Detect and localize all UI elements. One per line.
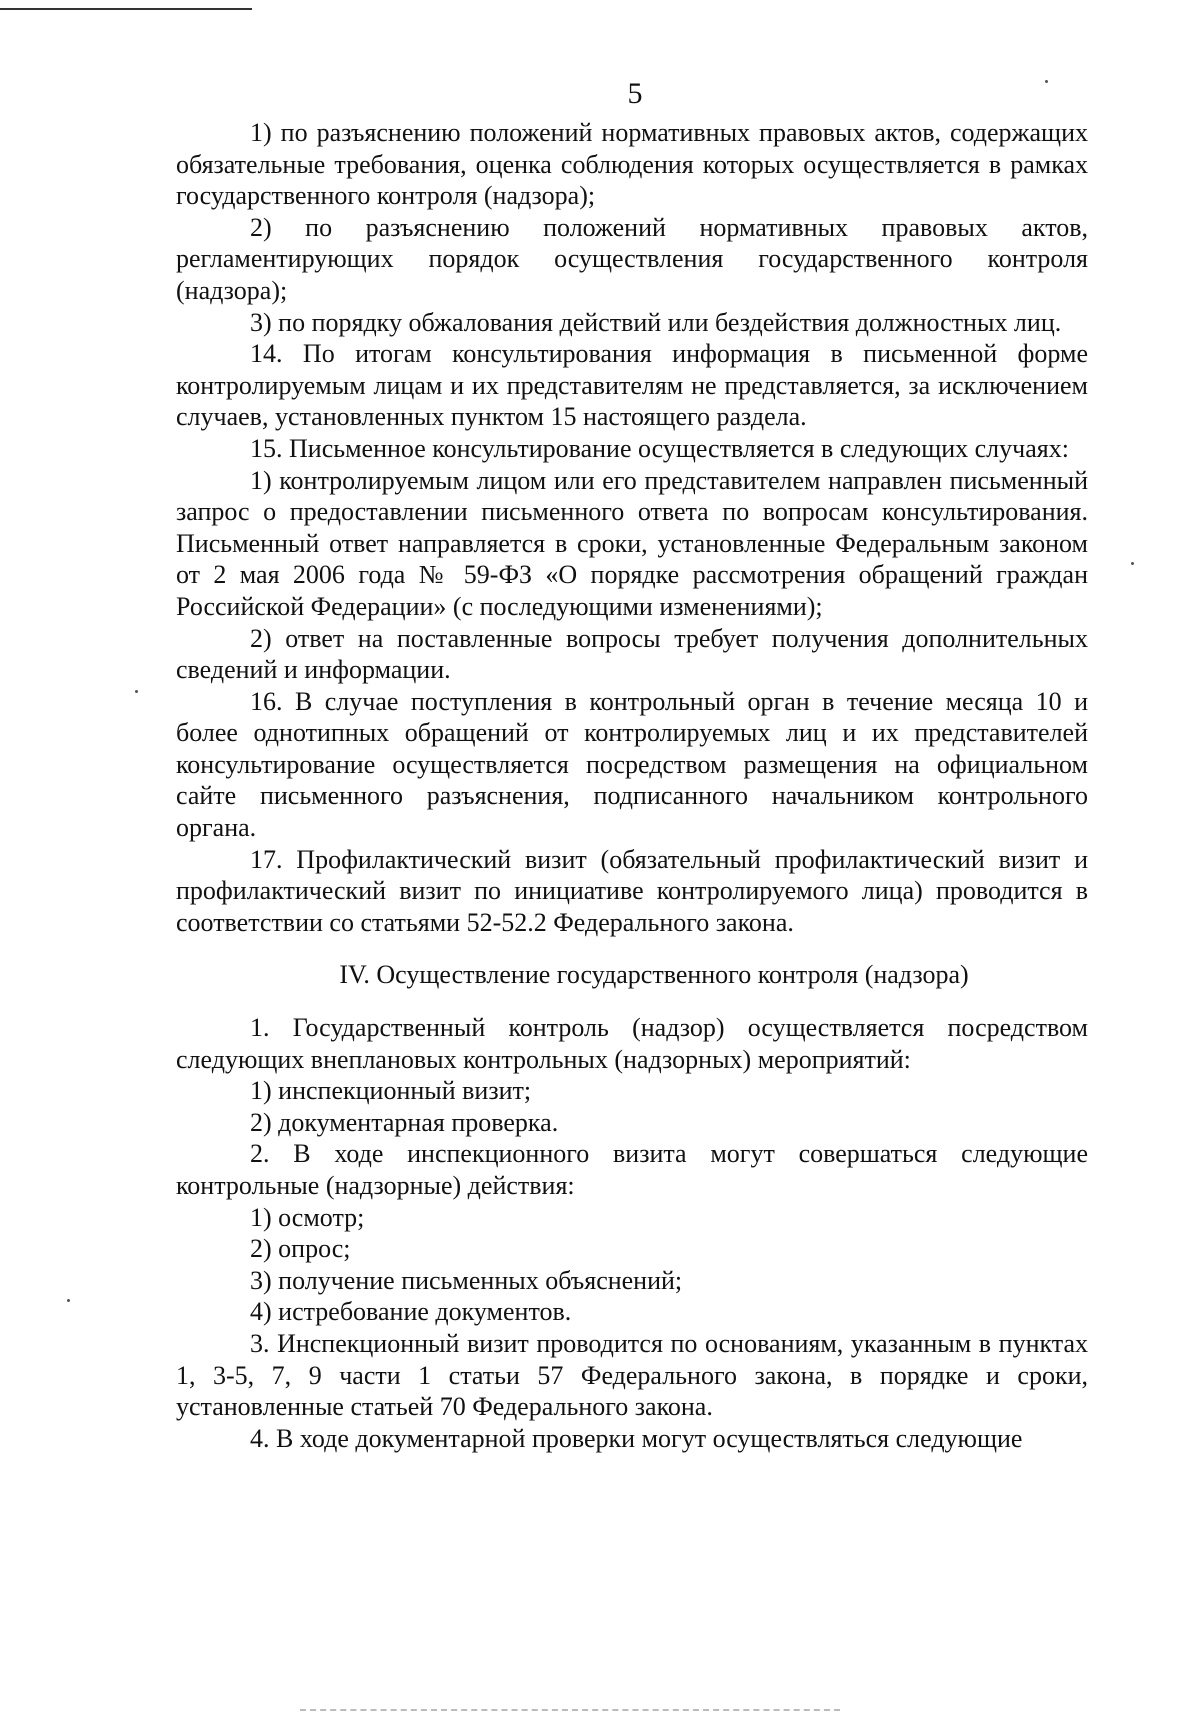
scan-speck bbox=[135, 690, 138, 693]
scan-bottom-rule bbox=[300, 1709, 840, 1711]
document-body bbox=[176, 117, 1088, 1454]
paragraph: 3) по порядку обжалования действий или бездействия должностных лиц. bbox=[250, 307, 1062, 337]
paragraph: 1) контролируемым лицом или его представителем направлен письменный запрос о предоставлении письменного ответа по вопросам консультирования. Письменный ответ направляется в сроки, установленные Федеральным законом от 2 мая 2006 года № 59-ФЗ «О порядке рассмотрения обращений граждан Российской Федерации» (с последующими изменениями); bbox=[176, 465, 1088, 621]
paragraph: 2) документарная проверка. bbox=[250, 1107, 559, 1137]
paragraph: 3) получение письменных объяснений; bbox=[250, 1265, 683, 1295]
section-heading: IV. Осуществление государственного контроля (надзора) bbox=[339, 960, 969, 990]
paragraph: 1) инспекционный визит; bbox=[250, 1076, 532, 1106]
paragraph: 2. В ходе инспекционного визита могут совершаться следующие контрольные (надзорные) действия: bbox=[176, 1139, 1088, 1200]
paragraph: 1. Государственный контроль (надзор) осуществляется посредством следующих внеплановых контрольных (надзорных) мероприятий: bbox=[176, 1013, 1088, 1074]
paragraph: 2) ответ на поставленные вопросы требует получения дополнительных сведений и информации. bbox=[176, 623, 1088, 685]
paragraph: 4. В ходе документарной проверки могут осуществляться следующие bbox=[250, 1423, 1023, 1453]
paragraph: 2) по разъяснению положений нормативных правовых актов, регламентирующих порядок осуществления государственного контроля (надзора); bbox=[176, 212, 1088, 305]
scan-speck bbox=[67, 1299, 70, 1302]
paragraph: 1) по разъяснению положений нормативных правовых актов, содержащих обязательные требования, оценка соблюдения которых осуществляется в рамках государственного контроля (надзора); bbox=[176, 118, 1088, 211]
paragraph: 17. Профилактический визит (обязательный профилактический визит и профилактический визит по инициативе контролируемого лица) проводится в соответствии со статьями 52-52.2 Федерального закона. bbox=[176, 844, 1088, 937]
scan-top-rule bbox=[0, 8, 252, 10]
paragraph: 15. Письменное консультирование осуществляется в следующих случаях: bbox=[250, 433, 1069, 463]
paragraph: 16. В случае поступления в контрольный орган в течение месяца 10 и более однотипных обращений от контролируемых лиц и их представителей консультирование осуществляется посредством размещения на официальном сайте письменного разъяснения, подписанного начальником контрольного органа. bbox=[176, 686, 1088, 843]
paragraph: 14. По итогам консультирования информация в письменной форме контролируемым лицам и их представителям не представляется, за исключением случаев, установленных пунктом 15 настоящего раздела. bbox=[176, 339, 1088, 432]
paragraph: 2) опрос; bbox=[250, 1234, 351, 1264]
scan-speck bbox=[1131, 562, 1134, 565]
paragraph: 4) истребование документов. bbox=[250, 1297, 572, 1327]
paragraph: 3. Инспекционный визит проводится по основаниям, указанным в пунктах 1, 3-5, 7, 9 части 1 статьи 57 Федерального закона, в порядке и сроки, установленные статьей 70 Федерального закона. bbox=[176, 1328, 1088, 1422]
page-number: 5 bbox=[627, 77, 643, 110]
paragraph: 1) осмотр; bbox=[250, 1202, 365, 1232]
